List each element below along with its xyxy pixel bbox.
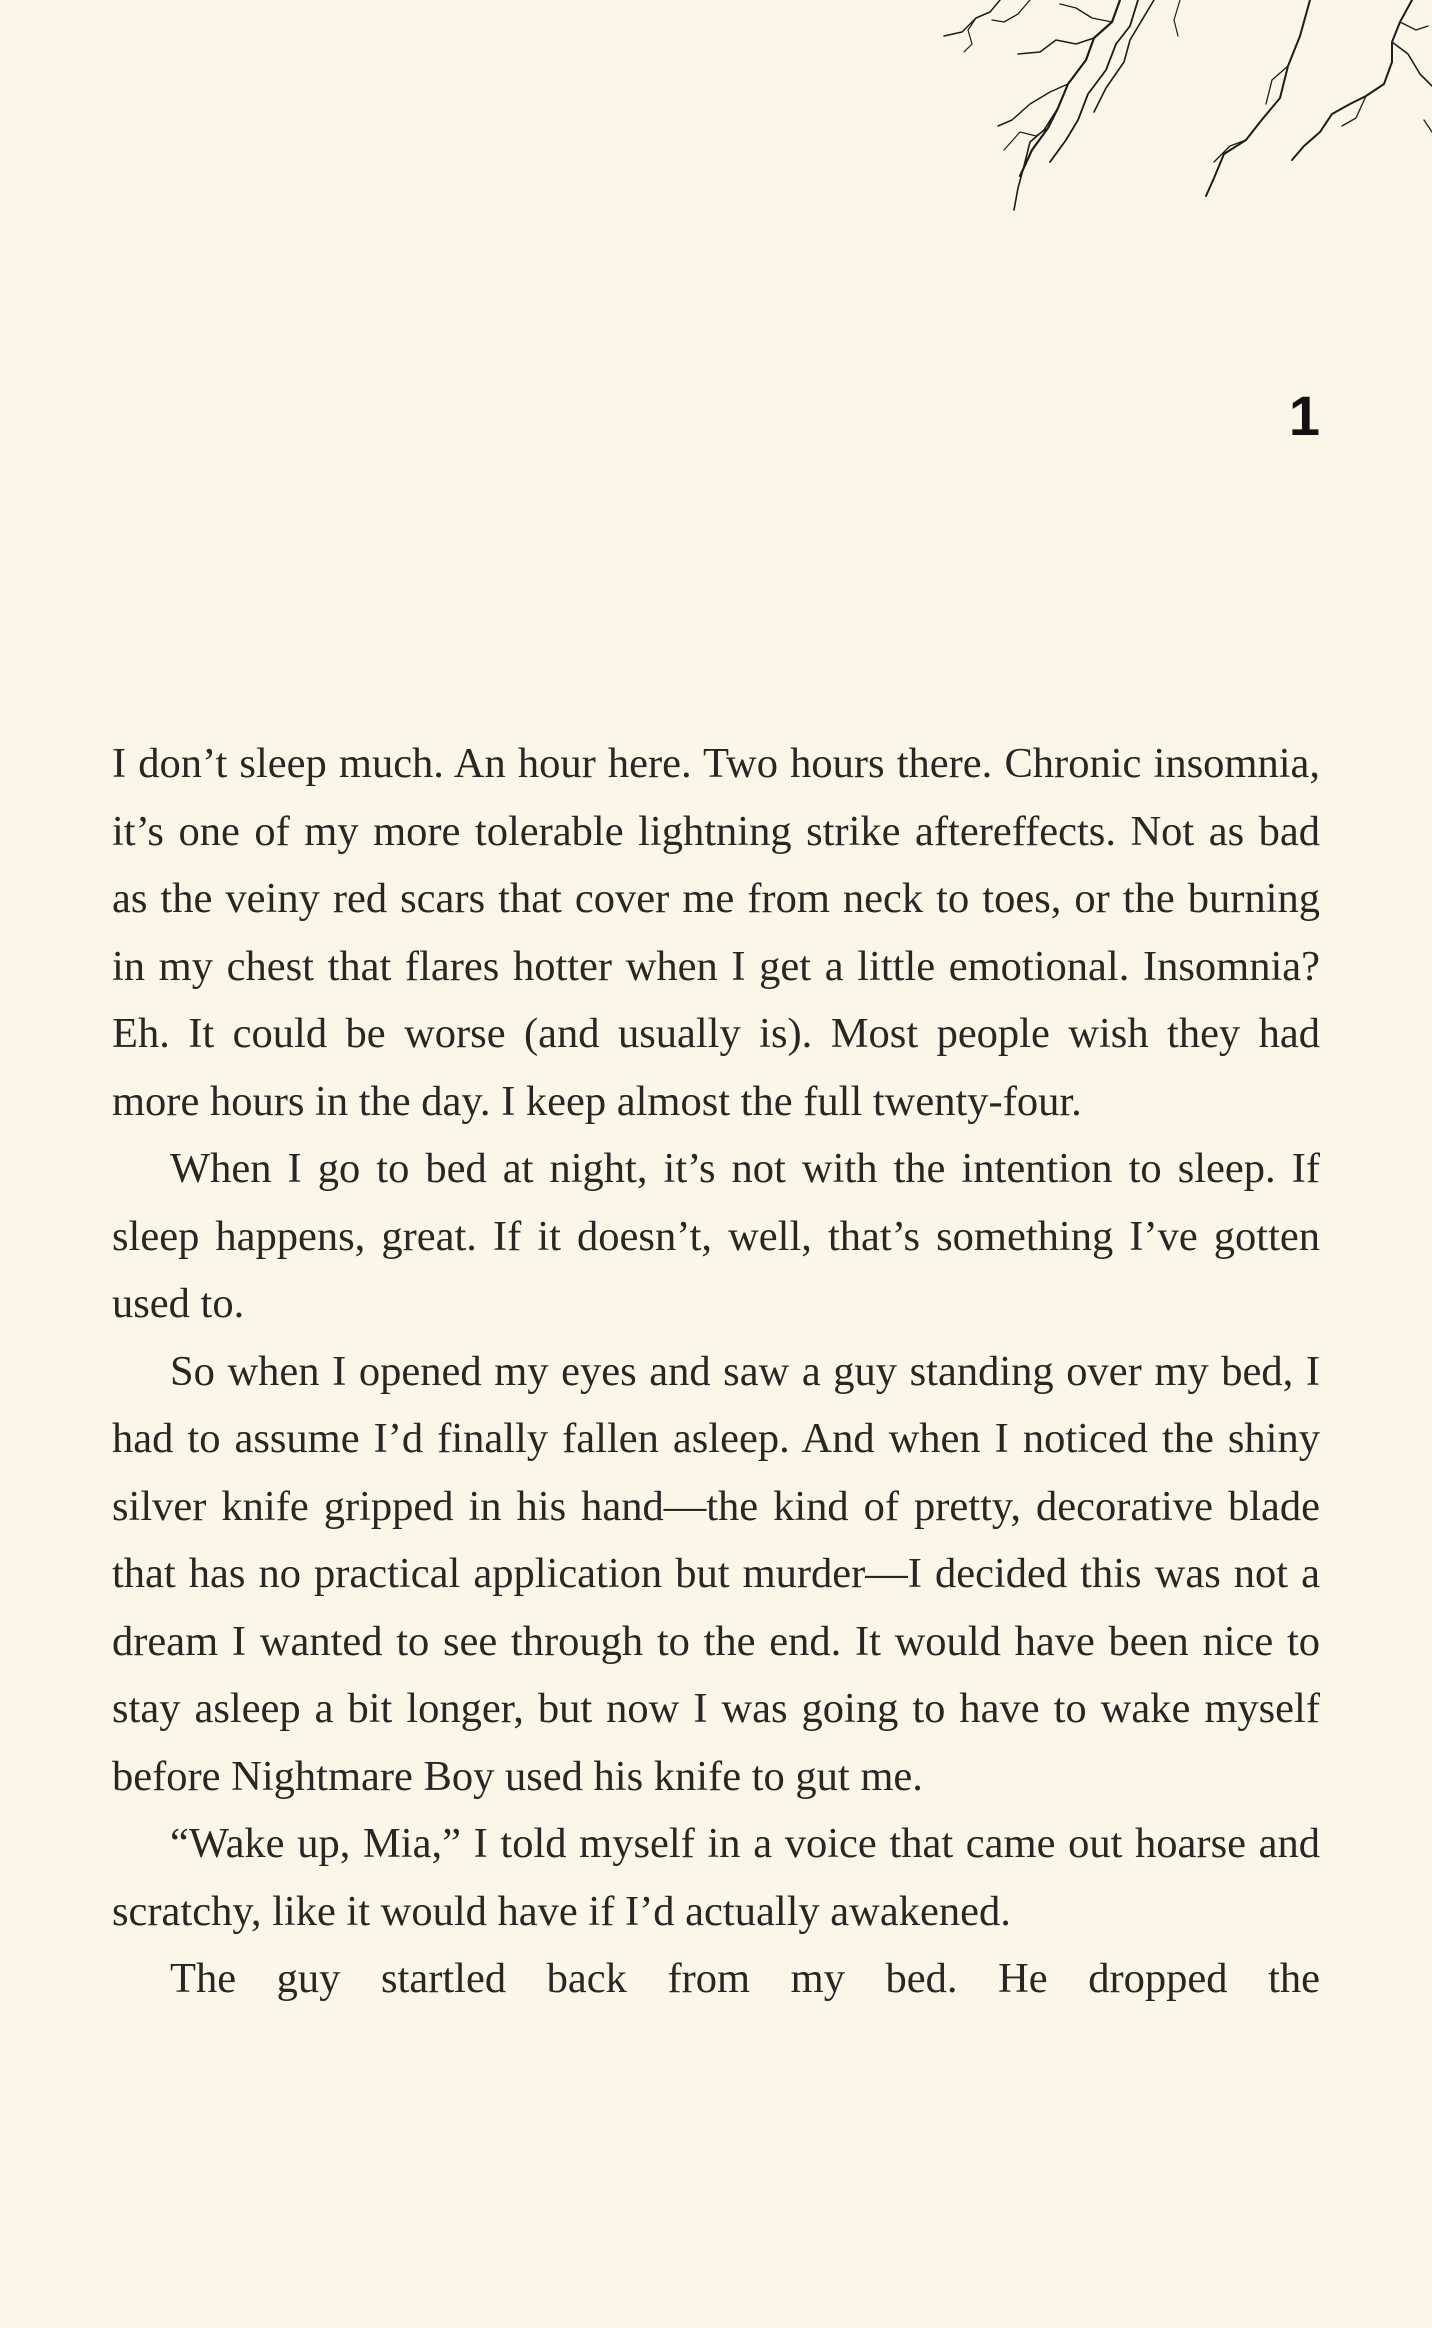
paragraph: So when I opened my eyes and saw a guy standing over my bed, I had to assume I’d finally fallen asleep. And when I noticed the shiny silver knife gripped in his hand—the kind of pretty, decorative blade that has no practical application but murder—I decided this was not a dream I wanted to see through to the end. It would have been nice to stay asleep a bit longer, but now I was going to have to wake myself before Nightmare Boy used his knife to gut me.	[112, 1347, 1320, 1800]
paragraph: The guy startled back from my bed. He dropped the	[170, 1955, 1320, 2002]
paragraph: I don’t sleep much. An hour here. Two hours there. Chronic insomnia, it’s one of my more tolerable lightning strike aftereffects. Not as bad as the veiny red scars that cover me from neck to toes, or the burning in my chest that flares hotter when I get a little emotional. Insomnia? Eh. It could be worse (and usually is). Most people wish they had more hours in the day. I keep almost the full twenty-four.	[112, 740, 1320, 1125]
paragraph: When I go to bed at night, it’s not with the intention to sleep. If sleep happens, great. If it doesn’t, well, that’s something I’ve gotten used to.	[112, 1145, 1320, 1327]
chapter-number: 1	[1288, 384, 1320, 447]
body-text	[112, 730, 1320, 2013]
lightning-illustration	[880, 0, 1432, 240]
paragraph: “Wake up, Mia,” I told myself in a voice that came out hoarse and scratchy, like it would have if I’d actually awakened.	[112, 1820, 1320, 1935]
